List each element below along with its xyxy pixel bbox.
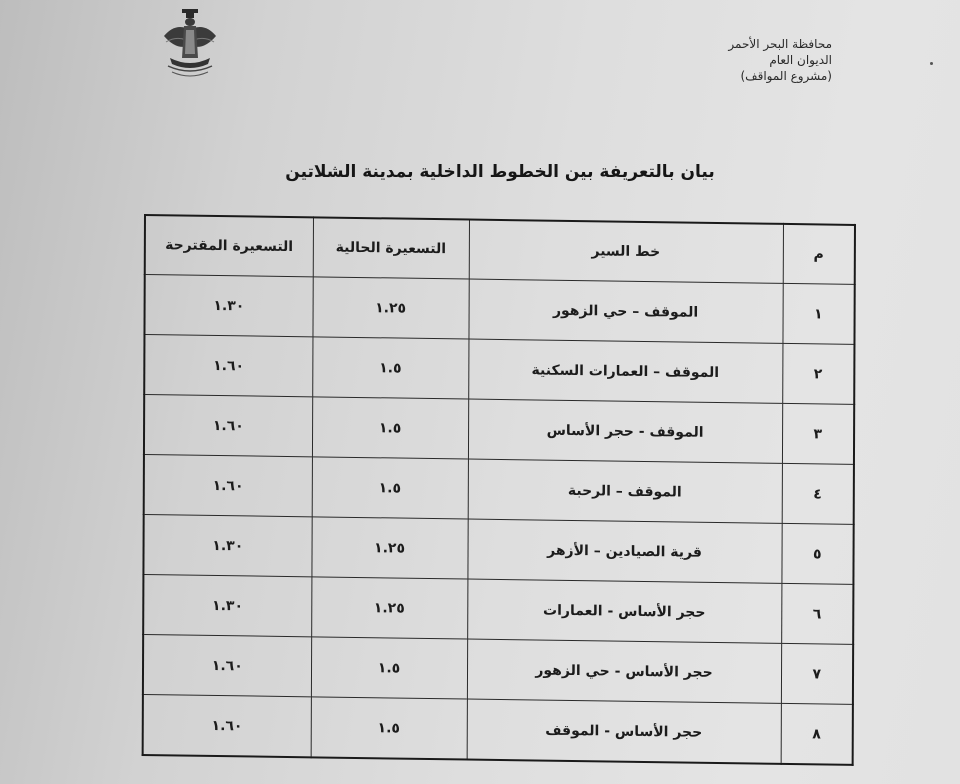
row-num: ٨	[781, 703, 853, 765]
table-row	[143, 694, 853, 764]
row-proposed-fare: ١.٣٠	[143, 574, 311, 636]
governorate-emblem-icon	[158, 6, 222, 82]
row-route: حجر الأساس - العمارات	[467, 579, 781, 643]
row-route: قرية الصيادين – الأزهر	[467, 519, 781, 583]
row-current-fare: ١.٥	[311, 637, 467, 699]
row-proposed-fare: ١.٦٠	[144, 455, 312, 517]
row-route: الموقف – حي الزهور	[468, 279, 782, 343]
row-num: ٥	[781, 523, 853, 584]
issuer-header	[728, 36, 832, 84]
row-current-fare: ١.٥	[312, 397, 468, 459]
row-proposed-fare: ١.٦٠	[144, 335, 312, 397]
row-route: حجر الأساس - الموقف	[467, 699, 781, 764]
row-proposed-fare: ١.٣٠	[144, 275, 312, 337]
row-current-fare: ١.٥	[312, 337, 468, 399]
table-row	[144, 395, 854, 465]
row-proposed-fare: ١.٦٠	[143, 634, 311, 696]
table-row	[144, 455, 854, 525]
row-current-fare: ١.٢٥	[312, 277, 468, 339]
table-row	[144, 335, 854, 405]
row-route: حجر الأساس - حي الزهور	[467, 639, 781, 703]
row-num: ٦	[781, 583, 853, 644]
header-num: م	[783, 224, 855, 285]
table-row	[144, 275, 854, 345]
row-route: الموقف – الرحبة	[468, 459, 782, 523]
table-row	[143, 514, 853, 584]
fares-table	[142, 214, 856, 766]
row-num: ٣	[782, 403, 854, 464]
header-route: خط السير	[469, 220, 783, 284]
row-num: ٢	[782, 343, 854, 404]
row-proposed-fare: ١.٣٠	[143, 514, 311, 576]
header-office: الديوان العام	[769, 53, 832, 67]
row-current-fare: ١.٥	[311, 697, 467, 760]
table-row	[143, 634, 853, 704]
row-num: ١	[782, 283, 854, 344]
row-num: ٧	[781, 643, 853, 704]
table-row	[143, 574, 853, 644]
row-num: ٤	[782, 463, 854, 524]
row-current-fare: ١.٢٥	[311, 577, 467, 639]
row-route: الموقف - حجر الأساس	[468, 399, 782, 463]
row-current-fare: ١.٥	[312, 457, 468, 519]
fares-table-wrapper	[142, 214, 854, 760]
header-project: (مشروع المواقف)	[740, 69, 832, 83]
table-header-row	[145, 215, 855, 284]
row-route: الموقف – العمارات السكنية	[468, 339, 782, 403]
header-governorate: محافظة البحر الأحمر	[728, 37, 832, 51]
header-current-fare: التسعيرة الحالية	[313, 217, 469, 279]
row-proposed-fare: ١.٦٠	[144, 395, 312, 457]
document-title: بيان بالتعريفة بين الخطوط الداخلية بمدينة الشلاتين	[285, 162, 715, 182]
header-proposed-fare: التسعيرة المقترحة	[145, 215, 313, 277]
row-proposed-fare: ١.٦٠	[143, 694, 311, 757]
row-current-fare: ١.٢٥	[311, 517, 467, 579]
stray-dot	[930, 62, 933, 65]
